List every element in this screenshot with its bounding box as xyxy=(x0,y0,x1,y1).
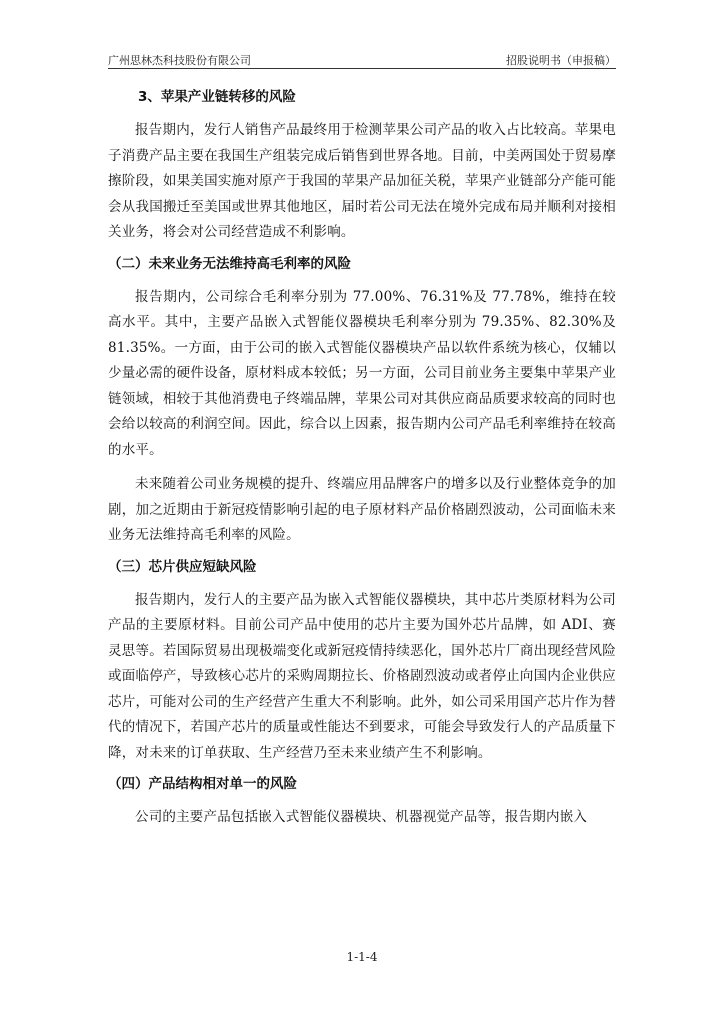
page-body xyxy=(108,88,616,840)
paragraph: 未来随着公司业务规模的提升、终端应用品牌客户的增多以及行业整体竞争的加剧，加之近期由于新冠疫情影响引起的电子原材料产品价格剧烈波动，公司面临未来业务无法维持高毛利率的风险。 xyxy=(108,476,616,543)
paragraph: 报告期内，发行人销售产品最终用于检测苹果公司产品的收入占比较高。苹果电子消费产品主要在我国生产组装完成后销售到世界各地。目前，中美两国处于贸易摩擦阶段，如果美国实施对原产于我国的苹果产品加征关税，苹果产业链部分产能可能会从我国搬迁至美国或世界其他地区，届时若公司无法在境外完成布局并顺利对接相关业务，将会对公司经营造成不利影响。 xyxy=(108,122,616,240)
document-type: 招股说明书（申报稿） xyxy=(506,54,616,67)
section-title-product-structure: （四）产品结构相对单一的风险 xyxy=(108,776,297,792)
company-name: 广州思林杰科技股份有限公司 xyxy=(108,54,251,67)
paragraph: 公司的主要产品包括嵌入式智能仪器模块、机器视觉产品等，报告期内嵌入 xyxy=(135,809,588,825)
section-title-gross-margin: （二）未来业务无法维持高毛利率的风险 xyxy=(108,255,351,272)
section-title-apple-chain: 3、苹果产业链转移的风险 xyxy=(138,89,296,105)
page-number: 1-1-4 xyxy=(346,950,378,964)
section-title-chip-shortage: （三）芯片供应短缺风险 xyxy=(108,558,257,575)
paragraph: 报告期内，发行人的主要产品为嵌入式智能仪器模块，其中芯片类原材料为公司产品的主要原材料。目前公司产品中使用的芯片主要为国外芯片品牌，如 ADI、赛灵思等。若国际贸易出现极端变化或新冠疫情持续恶化，国外芯片厂商出现经营风险或面临停产，导致核心芯片的采购周期拉长、价格剧烈波动或者停止向国内企业供应芯片，可能对公司的生产经营产生重大不利影响。此外，如公司采用国产芯片作为替代的情况下，若国产芯片的质量或性能达不到要求，可能会导致发行人的产品质量下降，对未来的订单获取、生产经营乃至未来业绩产生不利影响。 xyxy=(108,591,616,761)
header-rule xyxy=(108,68,616,69)
paragraph: 报告期内，公司综合毛利率分别为 77.00%、76.31%及 77.78%，维持在较高水平。其中，主要产品嵌入式智能仪器模块毛利率分别为 79.35%、82.30%及 81.35%。一方面，由于公司的嵌入式智能仪器模块产品以软件系统为核心，仅辅以少量必需的硬件设备，原材料成本较低；另一方面，公司目前业务主要集中苹果产业链领域，相较于其他消费电子终端品牌，苹果公司对其供应商品质要求较高的同时也会给以较高的利润空间。因此，综合以上因素，报告期内公司产品毛利率维持在较高的水平。 xyxy=(108,288,616,458)
